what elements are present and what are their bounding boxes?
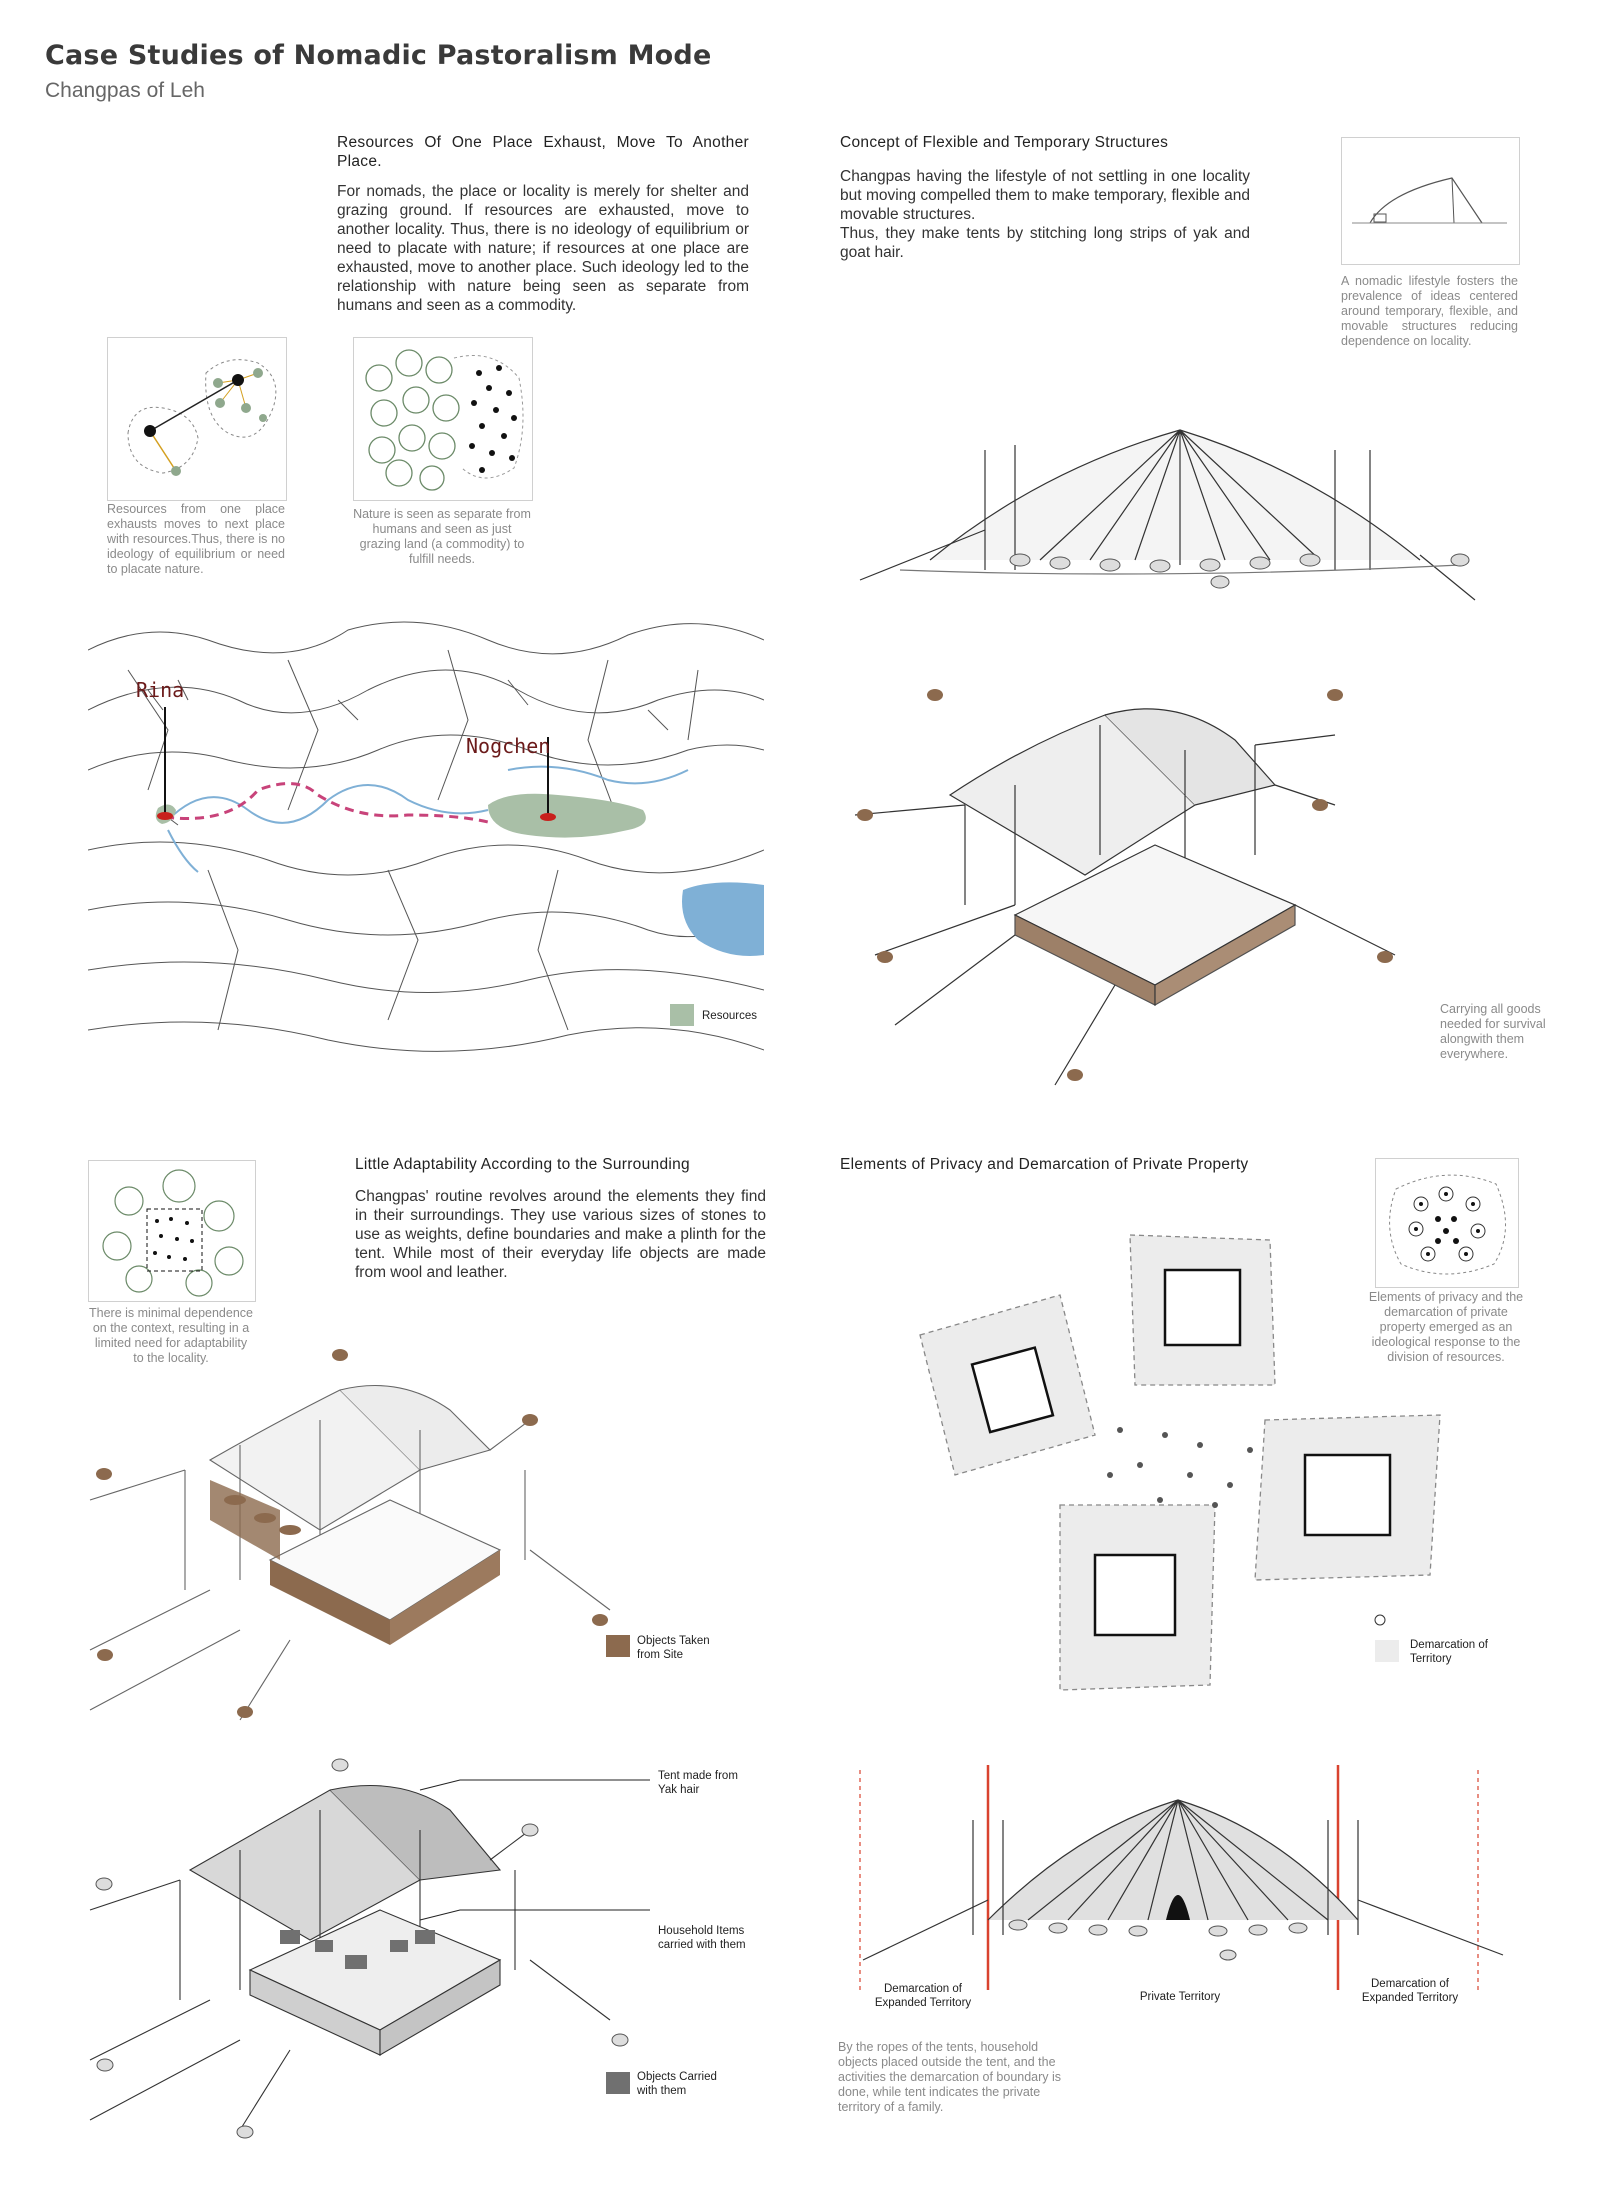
- privacy-title: Elements of Privacy and Demarcation of Private Property: [840, 1156, 1249, 1173]
- context-dependence-caption: There is minimal dependence on the context, resulting in a limited need for adaptability to the locality.: [89, 1306, 253, 1365]
- territory-legend-label: Demarcation of Territory: [1410, 1639, 1488, 1665]
- objects-site-swatch: [606, 1635, 630, 1657]
- expanded-territory-label-left: Demarcation of Expanded Territory: [874, 1983, 972, 2009]
- nature-separate-caption: Nature is seen as separate from humans and seen as just grazing land (a commodity) to fulfill needs.: [353, 507, 531, 566]
- household-items-label: Household Items carried with them: [658, 1925, 746, 1951]
- nature-separate-svg: [354, 338, 532, 500]
- objects-site-label: Objects Taken from Site: [637, 1635, 710, 1661]
- tent-demarcation-drawing: [848, 1760, 1508, 1990]
- context-dependence-diagram: [88, 1160, 256, 1302]
- resource-movement-caption: Resources from one place exhausts moves to next place with resources.Thus, there is no ideology of equilibrium or need to placate nature.: [107, 502, 285, 576]
- flexible-body: Changpas having the lifestyle of not settling in one locality but moving compelled them to make temporary, flexible and movable structures. Thus, they make tents by stitching long strips of yak and goat hair.: [840, 168, 1250, 261]
- flexible-caption: A nomadic lifestyle fosters the prevalence of ideas centered around temporary, flexible, and movable structures reducing dependence on locality.: [1341, 274, 1518, 348]
- flexible-title: Concept of Flexible and Temporary Structures: [840, 134, 1169, 151]
- context-dependence-svg: [89, 1161, 255, 1301]
- tent-site-objects-drawing: [90, 1350, 610, 1730]
- objects-carried-swatch: [606, 2072, 630, 2094]
- resources-title: Resources Of One Place Exhaust, Move To Another Place.: [337, 134, 749, 170]
- resources-body: For nomads, the place or locality is merely for shelter and grazing ground. If resources are exhausted, move to another locality. Thus, there is no ideology of equilibrium or need to placate with nature; if resources at one place are exhausted, move to another place. Such ideology led to the relationship with nature being seen as separate from humans and seen as a commodity.: [337, 183, 749, 314]
- tent-isometric-goods-drawing: [855, 655, 1475, 1085]
- expanded-territory-label-right: Demarcation of Expanded Territory: [1361, 1978, 1459, 2004]
- tent-sketch-svg: [1342, 138, 1519, 264]
- adaptability-body: Changpas' routine revolves around the elements they find in their surroundings. They use various sizes of stones to use as weights, define boundaries and make a plinth for the tent. While most of their everyday life objects are made from wool and leather.: [355, 1188, 766, 1281]
- tent-carried-objects-drawing: [90, 1760, 650, 2140]
- private-territory-label: Private Territory: [1139, 1991, 1221, 2003]
- demarcation-caption: By the ropes of the tents, household objects placed outside the tent, and the activities the demarcation of boundary is done, while tent indicates the private territory of a family.: [838, 2040, 1062, 2114]
- resource-movement-svg: [108, 338, 286, 500]
- privacy-caption: Elements of privacy and the demarcation of private property emerged as an ideological response to the division of resources.: [1368, 1290, 1524, 1364]
- tent-elevation-drawing: [860, 410, 1480, 610]
- territory-legend-swatch: [1375, 1640, 1399, 1662]
- page-title: Case Studies of Nomadic Pastoralism Mode: [45, 40, 712, 71]
- tent-yak-hair-label: Tent made from Yak hair: [658, 1770, 738, 1796]
- route-map: [88, 610, 764, 1075]
- objects-carried-label: Objects Carried with them: [637, 2071, 717, 2097]
- tent-sketch-diagram: [1341, 137, 1520, 265]
- map-label-rina: Rina: [136, 678, 185, 702]
- territory-plan-drawing: [920, 1235, 1440, 1705]
- route-map-svg: [88, 610, 764, 1075]
- resources-legend-swatch: [670, 1004, 694, 1026]
- carrying-goods-caption: Carrying all goods needed for survival alongwith them everywhere.: [1440, 1002, 1546, 1061]
- adaptability-title: Little Adaptability According to the Surrounding: [355, 1156, 690, 1173]
- nature-separate-diagram: [353, 337, 533, 501]
- page-subtitle: Changpas of Leh: [45, 79, 205, 102]
- map-label-nogchen: Nogchen: [466, 734, 551, 758]
- resource-movement-diagram: [107, 337, 287, 501]
- resources-legend-label: Resources: [702, 1010, 757, 1022]
